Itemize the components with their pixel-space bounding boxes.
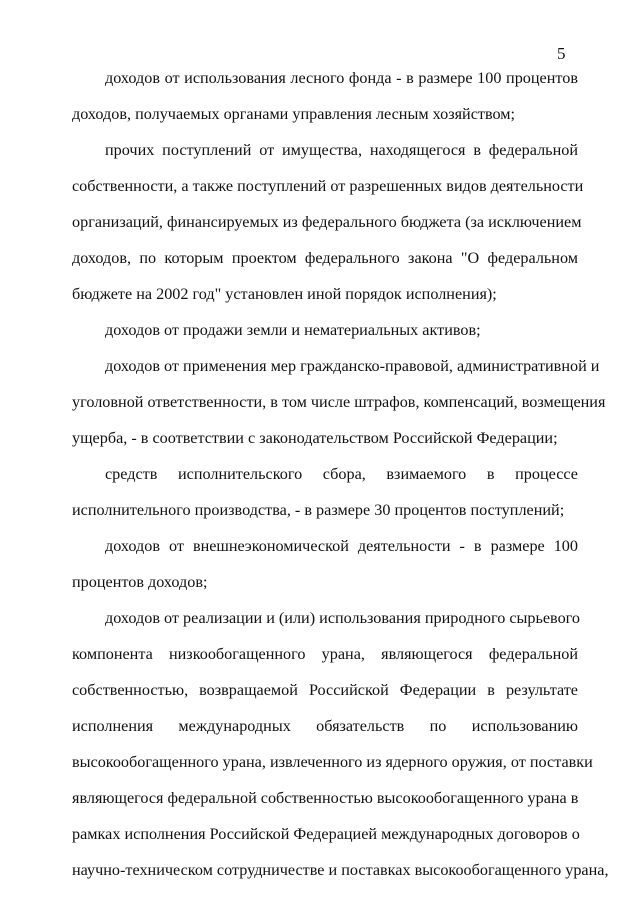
text-line: высокообогащенного урана, извлеченного из ядерного оружия, от поставки [72,753,593,771]
text-line: организаций, финансируемых из федерального бюджета (за исключением [72,213,582,231]
text-line: исполнения международных обязательств по использованию [72,717,578,735]
text-line: научно-техническом сотрудничестве и поставках высокообогащенного урана, [72,861,609,879]
text-line: рамках исполнения Российской Федерацией международных договоров о [72,825,580,843]
page-number: 5 [557,44,566,63]
text-line: доходов, получаемых органами управления лесным хозяйством; [72,105,516,123]
text-line: уголовной ответственности, в том числе штрафов, компенсаций, возмещения [72,393,606,411]
text-line: исполнительного производства, - в размере 30 процентов поступлений; [72,501,565,519]
text-line: являющегося федеральной собственностью высокообогащенного урана в [72,789,579,807]
text-line: прочих поступлений от имущества, находящегося в федеральной [105,141,578,159]
text-line: доходов, по которым проектом федерального закона "О федеральном [72,249,578,267]
text-line: бюджете на 2002 год" установлен иной порядок исполнения); [72,285,497,303]
text-line: компонента низкообогащенного урана, являющегося федеральной [72,645,578,663]
text-line: средств исполнительского сбора, взимаемого в процессе [105,465,578,483]
text-line: ущерба, - в соответствии с законодательством Российской Федерации; [72,429,558,447]
text-line: собственности, а также поступлений от разрешенных видов деятельности [72,177,584,195]
text-line: доходов от продажи земли и нематериальных активов; [105,321,481,339]
text-line: доходов от внешнеэкономической деятельности - в размере 100 [105,537,578,555]
text-line: доходов от применения мер гражданско-правовой, административной и [105,357,600,375]
text-line: процентов доходов; [72,573,208,591]
text-line: доходов от реализации и (или) использования природного сырьевого [105,609,581,627]
text-line: собственностью, возвращаемой Российской Федерации в результате [72,681,578,699]
text-line: доходов от использования лесного фонда - в размере 100 процентов [105,69,578,87]
